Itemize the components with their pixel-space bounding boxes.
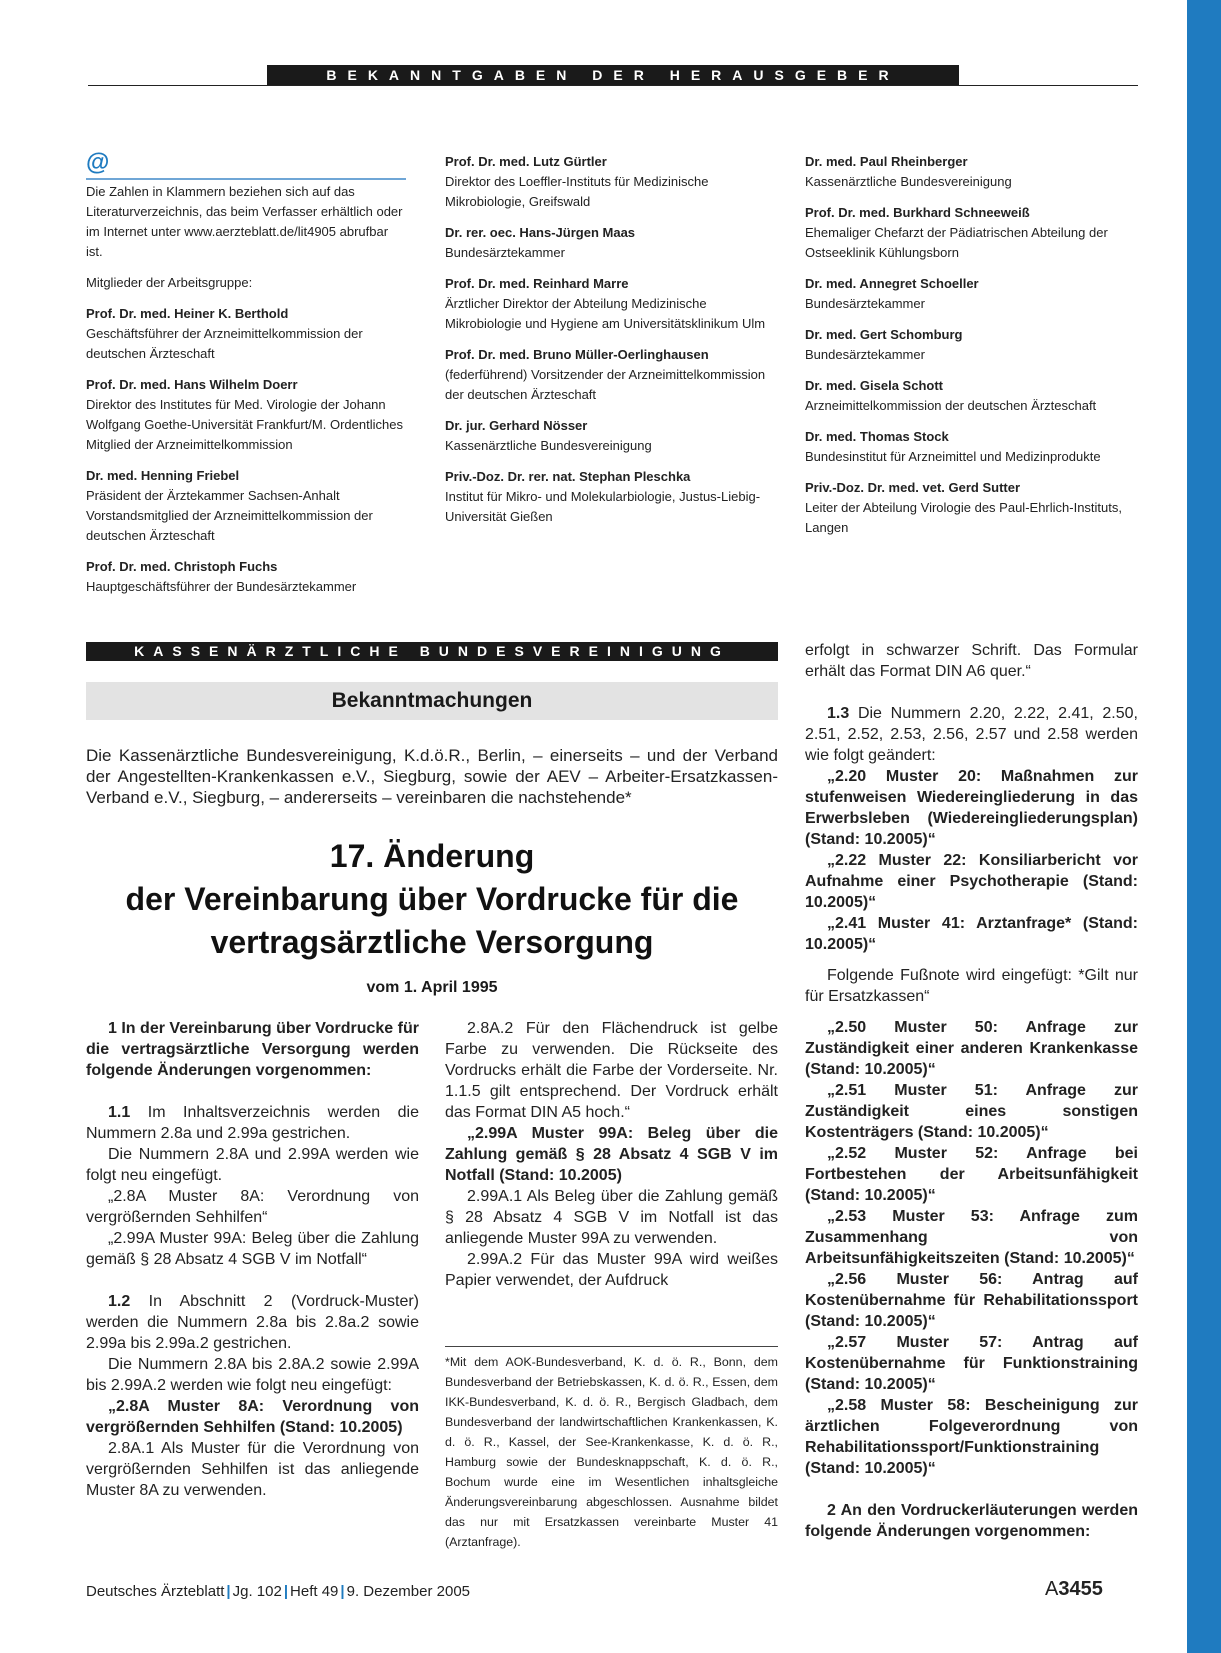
issue-date: 9. Dezember 2005 <box>346 1583 471 1600</box>
member-role: Direktor des Loeffler-Instituts für Medizinische Mikrobiologie, Greifswald <box>445 174 709 209</box>
article-subtitle: vom 1. April 1995 <box>366 979 498 996</box>
body-paragraph: erfolgt in schwarzer Schrift. Das Formular erhält das Format DIN A6 quer.“ <box>805 642 1138 680</box>
list-item: „2.52 Muster 52: Anfrage bei Fortbestehen der Arbeitsunfähigkeit (Stand: 10.2005)“ <box>805 1145 1138 1204</box>
journal-volume: Jg. 102 <box>232 1583 282 1600</box>
member-role: Bundesärztekammer <box>805 347 925 362</box>
body-paragraph <box>86 1102 419 1144</box>
list-item: „2.53 Muster 53: Anfrage zum Zusammenhang von Arbeitsunfähigkeitszeiten (Stand: 10.2005)“ <box>805 1208 1138 1267</box>
body-paragraph: Die Nummern 2.8A bis 2.8A.2 sowie 2.99A bis 2.99A.2 werden wie folgt neu eingefügt: <box>86 1356 419 1394</box>
at-rule <box>86 178 406 180</box>
member-entry <box>445 416 770 456</box>
member-role: Geschäftsführer der Arzneimittelkommission der deutschen Ärzteschaft <box>86 326 363 361</box>
body-paragraph: 2.99A.2 Für das Muster 99A wird weißes Papier verwendet, der Aufdruck <box>445 1251 778 1289</box>
member-name: Dr. jur. Gerhard Nösser <box>445 418 588 433</box>
member-entry <box>805 274 1150 314</box>
member-role: Kassenärztliche Bundesvereinigung <box>805 174 1012 189</box>
member-entry <box>445 223 770 263</box>
paragraph-text: In Abschnitt 2 (Vordruck-Muster) werden die Nummern 2.8a bis 2.8a.2 sowie 2.99a bis 2.99a.2 gestrichen. <box>86 1293 419 1352</box>
member-entry <box>805 325 1150 365</box>
member-role: Arzneimittelkommission der deutschen Ärzteschaft <box>805 398 1097 413</box>
list-item: „2.22 Muster 22: Konsiliarbericht vor Aufnahme einer Psychotherapie (Stand: 10.2005)“ <box>805 852 1138 911</box>
member-role: Hauptgeschäftsführer der Bundesärztekammer <box>86 579 357 594</box>
footnote: *Mit dem AOK-Bundesverband, K. d. ö. R., Bonn, dem Bundesverband der Betriebskassen, K. d. ö. R., Essen, dem IKK-Bundesverband, K. d. ö. R., Bergisch Gladbach, dem Bundesverband der landwirtschaftlichen Krankenkassen, K. d. ö. R., Kassel, der See-Krankenkasse, K. d. ö. R., Hamburg sowie der Bundesknappschaft, K. d. ö. R., Bochum wurde eine im Wesentlichen inhaltsgleiche Änderungsvereinbarung abgeschlossen. Ausnahme bildet das nur mit Ersatzkassen vereinbarte Muster 41 (Arztanfrage). <box>445 1355 778 1549</box>
member-entry <box>805 478 1150 538</box>
members-column-3 <box>805 152 1150 549</box>
body-paragraph <box>86 1291 419 1354</box>
body-paragraph: Folgende Fußnote wird eingefügt: *Gilt nur für Ersatzkassen“ <box>805 967 1138 1005</box>
member-name: Dr. med. Annegret Schoeller <box>805 276 979 291</box>
paragraph-text: Im Inhaltsverzeichnis werden die Nummern 2.8a und 2.99a gestrichen. <box>86 1104 419 1142</box>
list-item: „2.50 Muster 50: Anfrage zur Zuständigkeit einer anderen Krankenkasse (Stand: 10.2005)“ <box>805 1019 1138 1078</box>
body-column-1 <box>86 1018 419 1501</box>
list-item: „2.41 Muster 41: Arztanfrage* (Stand: 10.2005)“ <box>805 915 1138 953</box>
body-paragraph: 2 An den Vordruckerläuterungen werden folgende Änderungen vorgenommen: <box>805 1502 1138 1540</box>
body-paragraph: 2.8A.2 Für den Flächendruck ist gelbe Farbe zu verwenden. Die Rückseite des Vordrucks erhält die Farbe der Vorderseite. Nr. 1.1.5 gilt entsprechend. Der Vordruck erhält das Format DIN A5 hoch.“ <box>445 1020 778 1121</box>
section-number: 1.3 <box>827 705 850 722</box>
member-entry <box>445 467 770 527</box>
member-entry <box>86 304 406 364</box>
list-item: „2.57 Muster 57: Antrag auf Kostenübernahme für Funktionstraining (Stand: 10.2005)“ <box>805 1334 1138 1393</box>
member-role: Ärztlicher Direktor der Abteilung Medizinische Mikrobiologie und Hygiene am Universitätsklinikum Ulm <box>445 296 766 331</box>
paragraph-text: Die Nummern 2.20, 2.22, 2.41, 2.50, 2.51, 2.52, 2.53, 2.56, 2.57 und 2.58 werden wie folgt geändert: <box>805 705 1138 764</box>
member-role: Kassenärztliche Bundesvereinigung <box>445 438 652 453</box>
group-label: Mitglieder der Arbeitsgruppe: <box>86 275 253 290</box>
member-name: Prof. Dr. med. Heiner K. Berthold <box>86 306 289 321</box>
body-paragraph: „2.99A Muster 99A: Beleg über die Zahlung gemäß § 28 Absatz 4 SGB V im Notfall“ <box>86 1230 419 1268</box>
body-paragraph: „2.99A Muster 99A: Beleg über die Zahlung gemäß § 28 Absatz 4 SGB V im Notfall (Stand: 10.2005) <box>445 1125 778 1184</box>
intro-paragraph: Die Kassenärztliche Bundesvereinigung, K.d.ö.R., Berlin, – einerseits – und der Verband der Angestellten-Krankenkassen e.V., Siegburg, sowie der AEV – Arbeiter-Ersatzkassen-Verband e.V., Siegburg, – andererseits – vereinbaren die nachstehende* <box>86 746 778 807</box>
body-column-2 <box>445 1018 778 1291</box>
member-entry <box>445 274 770 334</box>
title-line: vertragsärztliche Versorgung <box>210 924 654 960</box>
body-paragraph: Die Nummern 2.8A und 2.99A werden wie folgt neu eingefügt. <box>86 1146 419 1184</box>
member-entry <box>86 375 406 455</box>
list-item: „2.51 Muster 51: Anfrage zur Zuständigkeit eines sonstigen Kostenträgers (Stand: 10.2005)“ <box>805 1082 1138 1141</box>
member-name: Prof. Dr. med. Hans Wilhelm Doerr <box>86 377 298 392</box>
members-column-2 <box>445 152 770 538</box>
member-entry <box>805 376 1150 416</box>
member-role: Ehemaliger Chefarzt der Pädiatrischen Abteilung der Ostseeklinik Kühlungsborn <box>805 225 1108 260</box>
journal-issue: Heft 49 <box>290 1583 339 1600</box>
member-entry <box>805 203 1150 263</box>
article-title <box>86 835 778 964</box>
page-footer <box>86 1582 470 1602</box>
body-paragraph: 1 In der Vereinbarung über Vordrucke für die vertragsärztliche Versorgung werden folgende Änderungen vorgenommen: <box>86 1020 419 1079</box>
member-entry <box>86 557 406 597</box>
footnote-rule <box>445 1346 778 1347</box>
page-prefix: A <box>1045 1578 1059 1600</box>
kbv-section-label: KASSENÄRZTLICHE BUNDESVEREINIGUNG <box>86 642 778 661</box>
section-header-label: BEKANNTGABEN DER HERAUSGEBER <box>267 65 959 85</box>
member-entry <box>445 152 770 212</box>
body-paragraph: 2.99A.1 Als Beleg über die Zahlung gemäß § 28 Absatz 4 SGB V im Notfall ist das anliegende Muster 99A zu verwenden. <box>445 1188 778 1247</box>
member-name: Prof. Dr. med. Lutz Gürtler <box>445 154 607 169</box>
footer-separator: | <box>340 1583 345 1600</box>
member-role: Bundesärztekammer <box>805 296 925 311</box>
member-role: Direktor des Institutes für Med. Virologie der Johann Wolfgang Goethe-Universität Frankfurt/M. Ordentliches Mitglied der Arzneimittelkommission <box>86 397 403 452</box>
member-name: Dr. med. Gert Schomburg <box>805 327 963 342</box>
header-rule <box>88 85 1138 86</box>
body-paragraph <box>805 703 1138 766</box>
page-value: 3455 <box>1058 1578 1103 1600</box>
member-entry <box>805 427 1150 467</box>
member-name: Prof. Dr. med. Christoph Fuchs <box>86 559 278 574</box>
footer-separator: | <box>283 1583 289 1600</box>
list-item: „2.20 Muster 20: Maßnahmen zur stufenweisen Wiedereingliederung in das Erwerbsleben (Wiedereingliederungsplan) (Stand: 10.2005)“ <box>805 768 1138 848</box>
announcements-band: Bekanntmachungen <box>86 682 778 720</box>
at-icon: @ <box>86 149 110 176</box>
list-item: „2.56 Muster 56: Antrag auf Kostenübernahme für Rehabilitationssport (Stand: 10.2005)“ <box>805 1271 1138 1330</box>
member-name: Prof. Dr. med. Bruno Müller-Oerlinghausen <box>445 347 709 362</box>
members-column-1 <box>86 182 406 608</box>
member-entry <box>805 152 1150 192</box>
member-role: Institut für Mikro- und Molekularbiologie, Justus-Liebig-Universität Gießen <box>445 489 761 524</box>
member-name: Dr. med. Gisela Schott <box>805 378 943 393</box>
member-name: Dr. med. Thomas Stock <box>805 429 949 444</box>
member-role: Leiter der Abteilung Virologie des Paul-Ehrlich-Instituts, Langen <box>805 500 1122 535</box>
member-name: Dr. med. Paul Rheinberger <box>805 154 968 169</box>
journal-name: Deutsches Ärzteblatt <box>86 1583 225 1600</box>
body-paragraph: „2.8A Muster 8A: Verordnung von vergrößernden Sehhilfen (Stand: 10.2005) <box>86 1398 419 1436</box>
member-name: Priv.-Doz. Dr. rer. nat. Stephan Pleschka <box>445 469 691 484</box>
footer-separator: | <box>226 1583 231 1600</box>
title-line: 17. Änderung <box>329 838 535 874</box>
member-role: Präsident der Ärztekammer Sachsen-Anhalt Vorstandsmitglied der Arzneimittelkommission der deutschen Ärzteschaft <box>86 488 373 543</box>
literature-note: Die Zahlen in Klammern beziehen sich auf das Literaturverzeichnis, das beim Verfasser erhältlich oder im Internet unter www.aerzteblatt.de/lit4905 abrufbar ist. <box>86 184 403 259</box>
member-entry <box>86 466 406 546</box>
member-role: Bundesärztekammer <box>445 245 565 260</box>
member-name: Prof. Dr. med. Burkhard Schneeweiß <box>805 205 1030 220</box>
body-paragraph: 2.8A.1 Als Muster für die Verordnung von vergrößernden Sehhilfen ist das anliegende Muster 8A zu verwenden. <box>86 1440 419 1499</box>
member-name: Prof. Dr. med. Reinhard Marre <box>445 276 629 291</box>
page-number <box>1045 1578 1103 1601</box>
list-item: „2.58 Muster 58: Bescheinigung zur ärztlichen Folgeverordnung von Rehabilitationssport/Funktionstraining (Stand: 10.2005)“ <box>805 1397 1138 1477</box>
member-name: Dr. med. Henning Friebel <box>86 468 240 483</box>
section-number: 1.1 <box>108 1104 131 1121</box>
body-column-3 <box>805 640 1138 1542</box>
title-line: der Vereinbarung über Vordrucke für die <box>125 881 739 917</box>
member-name: Priv.-Doz. Dr. med. vet. Gerd Sutter <box>805 480 1021 495</box>
member-entry <box>445 345 770 405</box>
section-number: 1.2 <box>108 1293 131 1310</box>
body-paragraph: „2.8A Muster 8A: Verordnung von vergrößernden Sehhilfen“ <box>86 1188 419 1226</box>
edge-color-bar <box>1187 0 1221 1653</box>
member-role: Bundesinstitut für Arzneimittel und Medizinprodukte <box>805 449 1101 464</box>
member-role: (federführend) Vorsitzender der Arzneimittelkommission der deutschen Ärzteschaft <box>445 367 766 402</box>
member-name: Dr. rer. oec. Hans-Jürgen Maas <box>445 225 636 240</box>
